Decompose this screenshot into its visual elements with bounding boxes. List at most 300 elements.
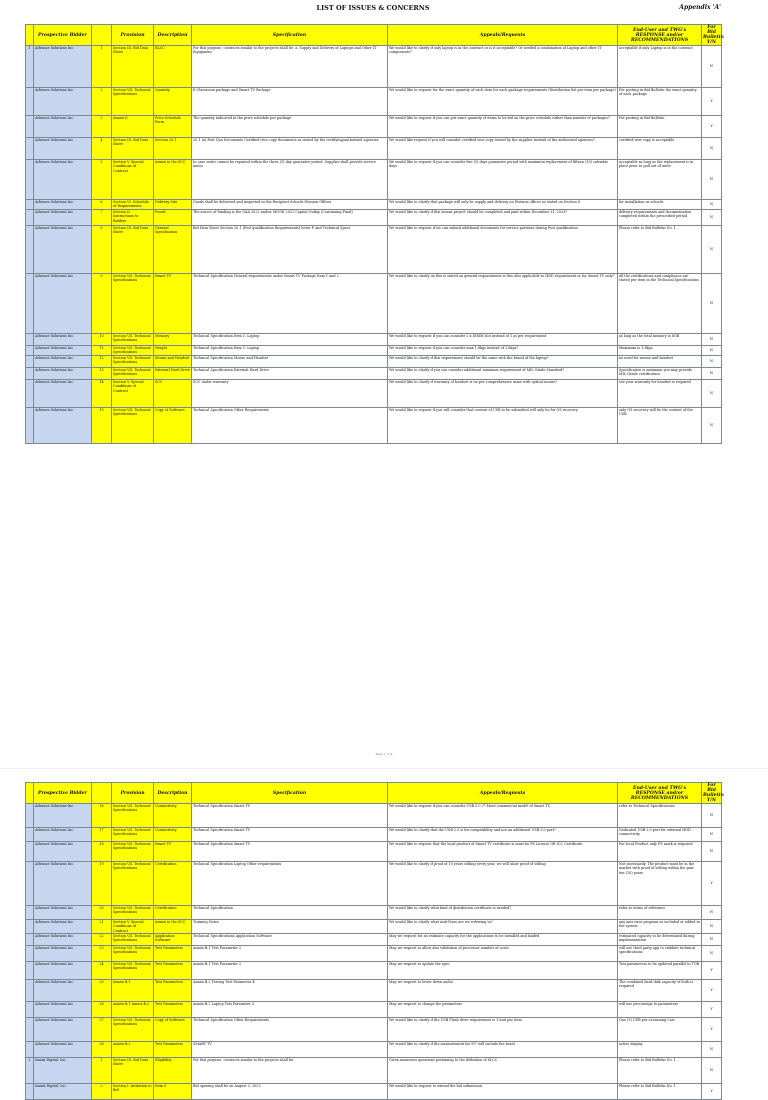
bulletin-flag: N: [702, 408, 722, 444]
description-cell: Test Parameters: [154, 1042, 192, 1058]
response-cell: will use third party app to validate technical specifications: [618, 946, 702, 962]
appeal-cell: May we request for an estimate capacity for the applications to be installed and loaded: [388, 934, 618, 946]
table-row: [26, 160, 722, 200]
issues-table-page-1: [25, 24, 722, 444]
description-cell: Certification: [154, 906, 192, 920]
provision-cell: Annex D: [112, 116, 154, 138]
provision-cell: Section VII. Technical Specifications: [112, 962, 154, 980]
table-body-page-2: [26, 804, 722, 1100]
bulletin-flag: N: [702, 334, 722, 346]
bidder-cell: Advance Solutions Inc.: [34, 380, 92, 408]
table-header-row: [26, 783, 722, 804]
item-number: 14: [92, 380, 112, 408]
description-cell: General Specification: [154, 226, 192, 274]
item-number: 4: [92, 138, 112, 160]
provision-cell: Section VII. Technical Specifications: [112, 408, 154, 444]
col-appeal: Appeals/Requests: [388, 25, 618, 46]
row-index: [26, 368, 34, 380]
response-cell: any anti virus program as included or added in the system: [618, 920, 702, 934]
provision-cell: Annex B.1: [112, 980, 154, 1002]
appeal-cell: May we request to change the parameters: [388, 1002, 618, 1018]
table-row: [26, 1002, 722, 1018]
bidder-cell: Advance Solutions Inc.: [34, 1002, 92, 1018]
item-number: 18: [92, 842, 112, 862]
row-index: [26, 274, 34, 334]
specification-cell: Technical Specification Mouse and Headset: [192, 356, 388, 368]
provision-cell: Section V. Special Conditions of Contract: [112, 920, 154, 934]
provision-cell: Section VII. Technical Specifications: [112, 906, 154, 920]
response-cell: acceptable as long as the replacement is in place prior to pull out of units: [618, 160, 702, 200]
response-cell: delivery requirements and documentation completed within the prescribed period: [618, 210, 702, 226]
row-index: [26, 946, 34, 962]
table-row: [26, 1058, 722, 1084]
description-cell: Smart TV: [154, 274, 192, 334]
bidder-cell: Advance Solutions Inc.: [34, 920, 92, 934]
row-index: [26, 906, 34, 920]
appeal-cell: We would like to clarify if the USB Flash drive requirement is 1 unit per item: [388, 1018, 618, 1042]
bidder-cell: Advance Solutions Inc.: [34, 274, 92, 334]
bulletin-flag: N: [702, 920, 722, 934]
provision-cell: Section VII. Technical Specifications: [112, 934, 154, 946]
bulletin-flag: N: [702, 1058, 722, 1084]
table-row: [26, 210, 722, 226]
table-row: [26, 380, 722, 408]
response-cell: Please refer to Bid Bulletin No. 1: [618, 226, 702, 274]
description-cell: Copy of Software: [154, 408, 192, 444]
response-cell: for installation on schools: [618, 200, 702, 210]
row-index: [26, 200, 34, 210]
item-number: 25: [92, 980, 112, 1002]
table-row: [26, 980, 722, 1002]
item-number: 17: [92, 828, 112, 842]
bidder-cell: Advance Solutions Inc.: [34, 200, 92, 210]
item-number: 9: [92, 274, 112, 334]
table-row: [26, 226, 722, 274]
bidder-cell: Imaxx Digital, Inc.: [34, 1058, 92, 1084]
table-row: [26, 138, 722, 160]
bulletin-flag: N: [702, 934, 722, 946]
bidder-cell: Advance Solutions Inc.: [34, 962, 92, 980]
specification-cell: Technical Specification Smart TV: [192, 842, 388, 862]
row-index: [26, 380, 34, 408]
item-number: 20: [92, 906, 112, 920]
response-cell: all the certifications and compliance are stated per item in the Technical Specifications: [618, 274, 702, 334]
provision-cell: Section III. Bid Data Sheet: [112, 46, 154, 88]
item-number: 21: [92, 920, 112, 934]
bidder-cell: Advance Solutions Inc.: [34, 980, 92, 1002]
document-title: LIST OF ISSUES & CONCERNS: [316, 4, 430, 12]
bulletin-flag: N: [702, 138, 722, 160]
row-index: [26, 920, 34, 934]
response-cell: only OS recovery will be the content of the USB: [618, 408, 702, 444]
row-index: [26, 346, 34, 356]
table-row: [26, 828, 722, 842]
item-number: 12: [92, 356, 112, 368]
specification-cell: Technical Specification Other Requirements: [192, 408, 388, 444]
appeal-cell: We would like to request if you can consider max 1.8kgs instead of 1.6kgs?: [388, 346, 618, 356]
row-index: [26, 862, 34, 906]
description-cell: Test Parameters: [154, 946, 192, 962]
bulletin-flag: N: [702, 906, 722, 920]
bidder-cell: Advance Solutions Inc.: [34, 946, 92, 962]
appeal-cell: We would like to clarify that package will only be supply and delivery on Division offices as stated on Section 6: [388, 200, 618, 210]
row-index: [26, 934, 34, 946]
description-cell: Memory: [154, 334, 192, 346]
specification-cell: Bid opening shall be on August 3, 2023: [192, 1084, 388, 1100]
specification-cell: Technical Specification Other Requirements: [192, 1018, 388, 1042]
specification-cell: SMART TV: [192, 1042, 388, 1058]
response-cell: acceptable if only Laptop is in the contract: [618, 46, 702, 88]
specification-cell: For this purpose, contracts similar to the projects shall be: a. Supply and Delivery of Laptops and Other IT Equipment: [192, 46, 388, 88]
bidder-cell: Advance Solutions Inc.: [34, 356, 92, 368]
table-row: [26, 368, 722, 380]
table-row: [26, 200, 722, 210]
row-index: [26, 116, 34, 138]
provision-cell: Section VI. Schedule of Requirements: [112, 200, 154, 210]
provision-cell: Section II. Instructions to Bidders: [112, 210, 154, 226]
table-row: [26, 88, 722, 116]
bidder-cell: Advance Solutions Inc.: [34, 116, 92, 138]
provision-cell: Section VII. Technical Specifications: [112, 356, 154, 368]
provision-cell: Section III. Bid Data Sheet: [112, 138, 154, 160]
response-cell: Not necessarily. The product must be in the market with proof of selling within the past ten (10) years: [618, 862, 702, 906]
specification-cell: Annex B.2 Testing Test Parameter 4: [192, 980, 388, 1002]
provision-cell: Section VII. Technical Specifications: [112, 334, 154, 346]
appeal-cell: We would like to clarify on this is stated on general requirements is this also applicable to HDD requirement or for Smart TV only?: [388, 274, 618, 334]
item-number: 22: [92, 934, 112, 946]
description-cell: BLCC: [154, 46, 192, 88]
specification-cell: Technical Specification Smart TV: [192, 828, 388, 842]
item-number: 3: [92, 116, 112, 138]
specification-cell: Training Notes: [192, 920, 388, 934]
description-cell: Certification: [154, 862, 192, 906]
row-index: [26, 980, 34, 1002]
bidder-cell: Advance Solutions Inc.: [34, 1018, 92, 1042]
appeal-cell: We would like request if you will consider certified true copy issued by the supplier instead of the authorized agencies?: [388, 138, 618, 160]
table-header-row: [26, 25, 722, 46]
row-index: [26, 1084, 34, 1100]
appeal-cell: We would like to clarify if this requirement should be the same with the brand of the laptop?: [388, 356, 618, 368]
row-index: [26, 1042, 34, 1058]
response-cell: One (1) USB per eLearning Cart: [618, 1018, 702, 1042]
row-index: [26, 210, 34, 226]
provision-cell: Section III. Bid Data Sheet: [112, 1058, 154, 1084]
bulletin-flag: Y: [702, 862, 722, 906]
appeal-cell: We would like to request if we can submit additional documents for service partners during Post qualification: [388, 226, 618, 274]
item-number: 27: [92, 1018, 112, 1042]
description-cell: Weight: [154, 346, 192, 356]
bulletin-flag: Y: [702, 980, 722, 1002]
response-cell: Maximum is 1.8kgs: [618, 346, 702, 356]
bulletin-flag: N: [702, 160, 722, 200]
bidder-cell: Advance Solutions Inc.: [34, 160, 92, 200]
specification-cell: Technical Specification Item 1: Laptop: [192, 346, 388, 356]
table-row: [26, 906, 722, 920]
appeal-cell: We would like to clarify that the USB 2.0 is for compatibility and not an additional USB 3.0 port?: [388, 828, 618, 842]
col-bidder: Prospective Bidder: [34, 783, 92, 804]
col-num: [92, 25, 112, 46]
specification-cell: Technical Specification Item 1: Laptop: [192, 334, 388, 346]
table-row: [26, 116, 722, 138]
specification-cell: SCC under warranty: [192, 380, 388, 408]
bulletin-flag: N: [702, 1042, 722, 1058]
table-row: [26, 962, 722, 980]
description-cell: Price Schedule Form: [154, 116, 192, 138]
col-provision: Provision: [112, 25, 154, 46]
row-index: [26, 828, 34, 842]
table-row: [26, 408, 722, 444]
issues-table-page-2: [25, 782, 722, 1100]
description-cell: Funds: [154, 210, 192, 226]
appeal-cell: We would like to request if you can put exact quantity of items to be bid on the price schedule rather than number of packages?: [388, 116, 618, 138]
appeal-cell: We would like to request if you will consider that content of USB to be submitted will only be for OS recovery: [388, 408, 618, 444]
bidder-cell: Advance Solutions Inc.: [34, 804, 92, 828]
item-number: 5: [92, 160, 112, 200]
item-number: 15: [92, 408, 112, 444]
col-bulletin: For Bid Bulletin Y/N: [703, 25, 724, 45]
bulletin-flag: N: [702, 804, 722, 828]
provision-cell: Section VII. Technical Specifications: [112, 1018, 154, 1042]
item-number: 10: [92, 334, 112, 346]
provision-cell: Section VII. Technical Specifications: [112, 88, 154, 116]
response-cell: For posting in Bid Bulletin: [618, 116, 702, 138]
row-index: [26, 160, 34, 200]
description-cell: Connectivity: [154, 804, 192, 828]
response-cell: Specification is minimum you may provide MIL-Grade certification: [618, 368, 702, 380]
specification-cell: The quantity indicated in the price schedule per package: [192, 116, 388, 138]
item-number: 24: [92, 962, 112, 980]
response-cell: For posting in Bid Bulletin the exact quantity of each package: [618, 88, 702, 116]
row-index: [26, 962, 34, 980]
description-cell: Delivery Site: [154, 200, 192, 210]
description-cell: Test Parameters: [154, 962, 192, 980]
response-cell: For local Product only PS mark is required: [618, 842, 702, 862]
col-index: [26, 783, 34, 804]
provision-cell: Section VII. Technical Specifications: [112, 274, 154, 334]
response-cell: as long as the total memory is 8GB: [618, 334, 702, 346]
bulletin-flag: N: [702, 226, 722, 274]
col-specification: Specification: [192, 25, 388, 46]
col-index: [26, 25, 34, 46]
bidder-cell: Advance Solutions Inc.: [34, 906, 92, 920]
appendix-label: Appendix 'A': [679, 4, 721, 11]
specification-cell: The source of funding is the GAA 2022 and/or MOOE 2022 Capital Outlay (Continuing Fund): [192, 210, 388, 226]
provision-cell: Section VII. Technical Specifications: [112, 862, 154, 906]
bidder-cell: Advance Solutions Inc.: [34, 46, 92, 88]
response-cell: active display: [618, 1042, 702, 1058]
row-index: [26, 356, 34, 368]
provision-cell: Section III. Bid Data Sheet: [112, 226, 154, 274]
bidder-cell: Advance Solutions Inc.: [34, 346, 92, 356]
col-bidder: Prospective Bidder: [34, 25, 92, 46]
col-bulletin: For Bid Bulletin Y/N: [703, 783, 724, 803]
provision-cell: Section V. Special Conditions of Contract: [112, 380, 154, 408]
bulletin-flag: N: [702, 356, 722, 368]
item-number: 8: [92, 226, 112, 274]
table-row: [26, 46, 722, 88]
row-index: 2: [26, 1058, 34, 1084]
item-number: 23: [92, 946, 112, 962]
bulletin-flag: Y: [702, 88, 722, 116]
table-row: [26, 346, 722, 356]
table-row: [26, 946, 722, 962]
description-cell: Quantity: [154, 88, 192, 116]
provision-cell: Section VII. Technical Specifications: [112, 842, 154, 862]
description-cell: Section 20.1: [154, 138, 192, 160]
response-cell: will use percentage to parameters: [618, 1002, 702, 1018]
response-cell: estimated capacity to be determined during implementation: [618, 934, 702, 946]
specification-cell: In case unit/s cannot be repaired within the three (3) day guarantee period, Supplier shall provide service unit/s: [192, 160, 388, 200]
description-cell: Application Software: [154, 934, 192, 946]
description-cell: External Hard Drive: [154, 368, 192, 380]
appeal-cell: We would like to clarify if warranty of headset is on per comprehensive same with optical mouse?: [388, 380, 618, 408]
description-cell: SCC: [154, 380, 192, 408]
bulletin-flag: N: [702, 346, 722, 356]
item-number: 7: [92, 210, 112, 226]
table-row: [26, 334, 722, 346]
row-index: [26, 408, 34, 444]
row-index: [26, 842, 34, 862]
appeal-cell: We would like to request to extend the bid submission: [388, 1084, 618, 1100]
row-index: [26, 138, 34, 160]
appeal-cell: We would like to request if you can consider 2 x DIMM slot instead of 1 as per requirement: [388, 334, 618, 346]
row-index: 1: [26, 46, 34, 88]
page-footer: Page 1 of 4: [375, 752, 393, 756]
description-cell: Mouse and Headset: [154, 356, 192, 368]
col-response: End-User and TWG's RESPONSE and/or RECOMMENDATIONS: [618, 783, 702, 804]
specification-cell: Bid Data Sheet Section 20.1 (Post qualification Requirements) letter F and Technical Specs: [192, 226, 388, 274]
table-row: [26, 842, 722, 862]
specification-cell: Goods shall be delivered and inspected at the Recipient Schools Division Offices: [192, 200, 388, 210]
description-cell: Eligibility: [154, 1058, 192, 1084]
row-index: [26, 804, 34, 828]
bulletin-flag: N: [702, 46, 722, 88]
description-cell: Annex to the SCC: [154, 160, 192, 200]
provision-cell: Section VII. Technical Specifications: [112, 368, 154, 380]
bidder-cell: Advance Solutions Inc.: [34, 828, 92, 842]
bulletin-flag: N: [702, 380, 722, 408]
bidder-cell: Advance Solutions Inc.: [34, 408, 92, 444]
bidder-cell: Advance Solutions Inc.: [34, 1042, 92, 1058]
col-provision: Provision: [112, 783, 154, 804]
page-divider: [0, 768, 768, 769]
table-body-page-1: [26, 46, 722, 444]
bidder-cell: Advance Solutions Inc.: [34, 862, 92, 906]
response-cell: refer to terms of reference: [618, 906, 702, 920]
item-number: 2: [92, 1084, 112, 1100]
table-row: [26, 1084, 722, 1100]
appeal-cell: We would like to request that the local product of Smart TV certificate is must be PS License OR ICC Certificate: [388, 842, 618, 862]
specification-cell: Technical Specifications Application Software: [192, 934, 388, 946]
description-cell: Annex to the SCC: [154, 920, 192, 934]
appeal-cell: We would like to request for the exact quantity of each item for each package requirements (Distribution list per item per package): [388, 88, 618, 116]
specification-cell: Annex B.1 Test Parameter 2: [192, 946, 388, 962]
description-cell: Test Parameters: [154, 1002, 192, 1018]
appeal-cell: We would like to clarify if proof of 10 years selling every year, we will show proof of selling: [388, 862, 618, 906]
bidder-cell: Advance Solutions Inc.: [34, 226, 92, 274]
provision-cell: Section VII. Technical Specifications: [112, 828, 154, 842]
bidder-cell: Advance Solutions Inc.: [34, 210, 92, 226]
bulletin-flag: N: [702, 200, 722, 210]
provision-cell: Annex B.2: [112, 1042, 154, 1058]
response-cell: The combined hard disk capacity of both is required: [618, 980, 702, 1002]
col-specification: Specification: [192, 783, 388, 804]
table-row: [26, 1018, 722, 1042]
specification-cell: Technical Specification Laptop Other requirements: [192, 862, 388, 906]
row-index: [26, 1018, 34, 1042]
appeal-cell: May we request to update the spec: [388, 962, 618, 980]
appeal-cell: We would like to clarify what Anti-Virus are we referring to?: [388, 920, 618, 934]
item-number: 26: [92, 1002, 112, 1018]
specification-cell: Technical Specification Smart TV: [192, 804, 388, 828]
appeal-cell: Given numerous questions pertaining to the definition of SLCC: [388, 1058, 618, 1084]
response-cell: certified true copy is acceptable: [618, 138, 702, 160]
appeal-cell: May we request to allow also validation of processor number of cores: [388, 946, 618, 962]
bulletin-flag: Y: [702, 1084, 722, 1100]
specification-cell: Technical Specification External Hard Drive: [192, 368, 388, 380]
specification-cell: E-Classroom package and Smart TV Package: [192, 88, 388, 116]
item-number: 13: [92, 368, 112, 380]
table-row: [26, 920, 722, 934]
bulletin-flag: Y: [702, 1018, 722, 1042]
bulletin-flag: N: [702, 274, 722, 334]
appeal-cell: We would like to clarify if only laptop is in the contract or is it acceptable? Or needed a combination of Laptop and other IT components?: [388, 46, 618, 88]
row-index: [26, 226, 34, 274]
bulletin-flag: N: [702, 368, 722, 380]
bidder-cell: Advance Solutions Inc.: [34, 842, 92, 862]
bulletin-flag: Y: [702, 116, 722, 138]
description-cell: Test Parameters: [154, 980, 192, 1002]
response-cell: refer to Technical Specifications: [618, 804, 702, 828]
appeal-cell: We would like to request if you can consider five (5) days guarantee period with maximum replacement of fifteen (15) calendar days: [388, 160, 618, 200]
response-cell: see your warranty for headset is required: [618, 380, 702, 408]
table-row: [26, 934, 722, 946]
description-cell: Connectivity: [154, 828, 192, 842]
bulletin-flag: N: [702, 210, 722, 226]
bidder-cell: Advance Solutions Inc.: [34, 138, 92, 160]
bidder-cell: Advance Solutions Inc.: [34, 334, 92, 346]
row-index: [26, 88, 34, 116]
item-number: 1: [92, 1058, 112, 1084]
bidder-cell: Imaxx Digital, Inc.: [34, 1084, 92, 1100]
item-number: 28: [92, 1042, 112, 1058]
col-response: End-User and TWG's RESPONSE and/or RECOMMENDATIONS: [618, 25, 702, 46]
row-index: [26, 1002, 34, 1018]
description-cell: Smart TV: [154, 842, 192, 862]
specification-cell: 20.1 (a) Post Qua Documents Certified true copy documents as issued by the certifying/authorized agencies: [192, 138, 388, 160]
col-description: Description: [154, 25, 192, 46]
item-number: 11: [92, 346, 112, 356]
provision-cell: Section I. Invitation to Bid: [112, 1084, 154, 1100]
table-row: [26, 862, 722, 906]
item-number: 19: [92, 862, 112, 906]
item-number: 6: [92, 200, 112, 210]
row-index: [26, 334, 34, 346]
appeal-cell: We would like to clarify if you can consider additional minimum requirement of MIL-Grade Standard?: [388, 368, 618, 380]
response-cell: no need for mouse and headset: [618, 356, 702, 368]
bidder-cell: Advance Solutions Inc.: [34, 88, 92, 116]
bulletin-flag: N: [702, 828, 722, 842]
table-row: [26, 1042, 722, 1058]
provision-cell: Annex B.1 Annex B.2: [112, 1002, 154, 1018]
appeal-cell: We would like to clarify what kind of distribution certificate is needed?: [388, 906, 618, 920]
col-appeal: Appeals/Requests: [388, 783, 618, 804]
description-cell: Item 9: [154, 1084, 192, 1100]
bidder-cell: Advance Solutions Inc.: [34, 368, 92, 380]
description-cell: Copy of Software: [154, 1018, 192, 1042]
specification-cell: Technical Specification: [192, 906, 388, 920]
bulletin-flag: Y: [702, 1002, 722, 1018]
